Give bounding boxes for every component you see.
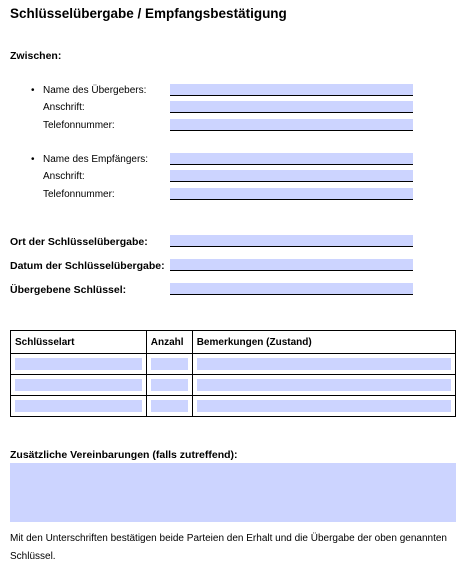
table-header-row: [11, 331, 456, 354]
anzahl-field[interactable]: [151, 358, 188, 370]
bemerkungen-field[interactable]: [197, 358, 451, 370]
table-cell: [146, 375, 192, 396]
empfaenger-telefon-field[interactable]: [170, 188, 413, 200]
table-cell: [11, 396, 147, 417]
schluesselart-field[interactable]: [15, 400, 142, 412]
schluessel-label: Übergebene Schlüssel:: [10, 284, 127, 296]
header-bemerkungen: Bemerkungen (Zustand): [192, 331, 455, 354]
table-row: [11, 375, 456, 396]
zwischen-label: Zwischen:: [10, 50, 62, 62]
uebergeber-name-label: Name des Übergebers:: [43, 85, 147, 96]
document-title: Schlüsselübergabe / Empfangsbestätigung: [10, 6, 287, 21]
uebergeber-telefon-label: Telefonnummer:: [43, 120, 115, 131]
empfaenger-anschrift-field[interactable]: [170, 170, 413, 182]
bullet-uebergeber: •: [31, 85, 35, 96]
table-cell: [146, 354, 192, 375]
footer-text: Mit den Unterschriften bestätigen beide Parteien den Erhalt und die Übergabe der oben genannten Schlüssel.: [10, 533, 447, 562]
schluessel-field[interactable]: [170, 283, 413, 295]
empfaenger-name-label: Name des Empfängers:: [43, 154, 149, 165]
empfaenger-telefon-label: Telefonnummer:: [43, 189, 115, 200]
uebergeber-name-field[interactable]: [170, 84, 413, 96]
anzahl-field[interactable]: [151, 379, 188, 391]
bemerkungen-field[interactable]: [197, 400, 451, 412]
bullet-empfaenger: •: [31, 154, 35, 165]
table-cell: [192, 354, 455, 375]
table-cell: [11, 375, 147, 396]
schluesselart-field[interactable]: [15, 358, 142, 370]
key-table: [10, 330, 456, 417]
ort-label: Ort der Schlüsselübergabe:: [10, 236, 148, 248]
table-row: [11, 354, 456, 375]
schluesselart-field[interactable]: [15, 379, 142, 391]
table-row: [11, 396, 456, 417]
empfaenger-name-field[interactable]: [170, 153, 413, 165]
bemerkungen-field[interactable]: [197, 379, 451, 391]
datum-field[interactable]: [170, 259, 413, 271]
uebergeber-telefon-field[interactable]: [170, 119, 413, 131]
table-cell: [146, 396, 192, 417]
table-cell: [192, 396, 455, 417]
empfaenger-anschrift-label: Anschrift:: [43, 171, 85, 182]
header-anzahl: Anzahl: [146, 331, 192, 354]
datum-label: Datum der Schlüsselübergabe:: [10, 260, 165, 272]
anzahl-field[interactable]: [151, 400, 188, 412]
ort-field[interactable]: [170, 235, 413, 247]
table-cell: [11, 354, 147, 375]
table-cell: [192, 375, 455, 396]
uebergeber-anschrift-label: Anschrift:: [43, 102, 85, 113]
vereinbarungen-label: Zusätzliche Vereinbarungen (falls zutreffend):: [10, 449, 238, 461]
uebergeber-anschrift-field[interactable]: [170, 101, 413, 113]
header-schluesselart: Schlüsselart: [11, 331, 147, 354]
vereinbarungen-field[interactable]: [10, 463, 456, 522]
